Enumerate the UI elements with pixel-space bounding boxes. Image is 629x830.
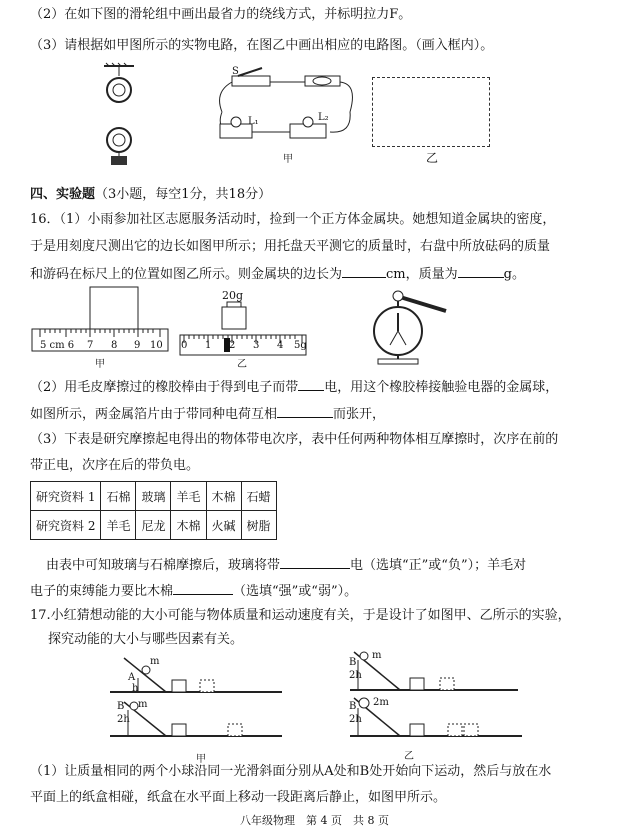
label-2m-yi: 2m	[373, 697, 389, 708]
table-cell: 木棉	[171, 511, 206, 540]
ruler-caption-jia: 甲	[95, 359, 105, 370]
ruler-label-9: 9	[134, 340, 141, 351]
lamp2-label: L₂	[318, 112, 329, 123]
q2-line: （2）在如下图的滑轮组中画出最省力的绕线方式，并标明拉力F。	[30, 7, 412, 22]
answer-box[interactable]	[372, 77, 490, 147]
q16-line3	[30, 265, 525, 283]
table-cell: 羊毛	[171, 482, 206, 511]
scale-label-5g: 5g	[294, 340, 307, 351]
pulley-figure	[100, 62, 140, 167]
q17-line2: 探究动能的大小与哪些因素有关。	[48, 632, 244, 647]
q16-line2: 于是用刻度尺测出它的边长如图甲所示；用托盘天平测它的质量时，右盘中所放砝码的质量	[30, 239, 551, 254]
q3-line: （3）请根据如甲图所示的实物电路，在图乙中画出相应的电路图。（画入框内）。	[30, 38, 494, 53]
table-cell: 木棉	[206, 482, 241, 511]
scale-label-4: 4	[277, 340, 284, 351]
q16-after-line1	[46, 556, 526, 574]
scale-label-3: 3	[253, 340, 260, 351]
label-m-jia-top: m	[150, 656, 160, 667]
label-B-yi-top: B	[349, 657, 357, 668]
electroscope-figure	[360, 283, 450, 365]
q16-p2-line2-b: 而张开，	[333, 407, 386, 422]
balance-scale-figure	[180, 302, 310, 357]
q16-after-line2	[30, 582, 357, 600]
table-cell: 树脂	[241, 511, 276, 540]
q17-p1-line2: 平面上的纸盒相碰，纸盒在水平面上移动一段距离后静止，如图甲所示。	[30, 790, 447, 805]
glass-charge-blank[interactable]	[280, 556, 350, 569]
q16-p2-line1	[30, 378, 558, 396]
page-footer: 八年级物理 第 4 页 共 8 页	[240, 814, 389, 827]
charge-type-blank[interactable]	[298, 378, 324, 391]
label-B-yi-bottom: B	[349, 701, 357, 712]
table-cell: 玻璃	[136, 482, 171, 511]
label-m-jia-bottom: m	[138, 699, 148, 710]
table-cell: 研究资料 1	[31, 482, 101, 511]
table-row	[31, 482, 277, 511]
scale-label-2: 2	[229, 340, 236, 351]
repel-blank[interactable]	[277, 405, 333, 418]
q16-after2-b: （选填“强”或“弱”）。	[233, 584, 358, 599]
weight-label: 20g	[222, 289, 244, 302]
label-B-jia: B	[117, 701, 125, 712]
binding-ability-blank[interactable]	[173, 582, 233, 595]
label-A: A	[128, 672, 136, 683]
q16-p2-line2	[30, 405, 385, 423]
q17-line1: 17.小红猜想动能的大小可能与物体质量和运动速度有关，于是设计了如图甲、乙所示的实验，	[30, 608, 571, 623]
q16-p3-line2: 带正电，次序在后的带负电。	[30, 458, 200, 473]
section-title: 四、实验题	[30, 187, 96, 202]
scale-label-1: 1	[205, 340, 212, 351]
section-note: （3小题，每空1分，共18分）	[95, 187, 272, 202]
label-2h-yi-top: 2h	[349, 670, 362, 681]
ruler-label-7: 7	[87, 340, 94, 351]
mass-blank[interactable]	[458, 265, 504, 278]
q16-line3-b: cm，质量为	[386, 267, 458, 282]
ruler-label-8: 8	[111, 340, 118, 351]
q16-line3-a: 和游码在标尺上的位置如图乙所示。则金属块的边长为	[30, 267, 343, 282]
table-cell: 石蜡	[241, 482, 276, 511]
q16-after2-a: 电子的束缚能力要比木棉	[30, 584, 174, 599]
box-caption-yi: 乙	[426, 151, 439, 165]
label-h: h	[132, 683, 139, 694]
table-cell: 石棉	[101, 482, 136, 511]
q16-p2-b: 电，用这个橡胶棒接触验电器的金属球，	[324, 380, 559, 395]
circuit-caption-jia: 甲	[283, 154, 293, 165]
q16-p2-a: （2）用毛皮摩擦过的橡胶棒由于得到电子而带	[30, 380, 299, 395]
ruler-label-5cm6: 5 cm 6	[40, 340, 75, 351]
ruler-label-10: 10	[150, 340, 163, 351]
q16-p3-line1: （3）下表是研究摩擦起电得出的物体带电次序，表中任何两种物体相互摩擦时，次序在前的	[30, 432, 559, 447]
lamp1-label: L₁	[248, 116, 259, 127]
q16-p2-line2-a: 如图所示，两金属箔片由于带同种电荷互相	[30, 407, 278, 422]
scale-caption-yi: 乙	[237, 359, 247, 370]
figure-caption-jia: 甲	[196, 754, 206, 765]
ramp-figure-jia-bottom	[110, 700, 285, 740]
switch-label: S	[232, 66, 239, 77]
table-cell: 研究资料 2	[31, 511, 101, 540]
label-m-yi: m	[372, 650, 382, 661]
table-cell: 羊毛	[101, 511, 136, 540]
scale-label-0: 0	[181, 340, 188, 351]
q17-p1-line1: （1）让质量相同的两个小球沿同一光滑斜面分别从A处和B处开始向下运动，然后与放在水	[30, 764, 552, 779]
table-cell: 火碱	[206, 511, 241, 540]
table-cell: 尼龙	[136, 511, 171, 540]
section-heading	[30, 187, 271, 203]
q16-line1: 16．（1）小雨参加社区志愿服务活动时，捡到一个正方体金属块。她想知道金属块的密度，	[30, 212, 556, 227]
triboelectric-table	[30, 481, 277, 540]
label-2h-yi-bottom: 2h	[349, 714, 362, 725]
edge-length-blank[interactable]	[342, 265, 386, 278]
q16-line3-c: g。	[503, 267, 525, 282]
figure-caption-yi: 乙	[404, 751, 414, 762]
q16-after-a: 由表中可知玻璃与石棉摩擦后，玻璃将带	[46, 558, 281, 573]
q16-after-b: 电（选填“正”或“负”）；羊毛对	[350, 558, 527, 573]
table-row	[31, 511, 277, 540]
label-2h-jia: 2h	[117, 714, 130, 725]
